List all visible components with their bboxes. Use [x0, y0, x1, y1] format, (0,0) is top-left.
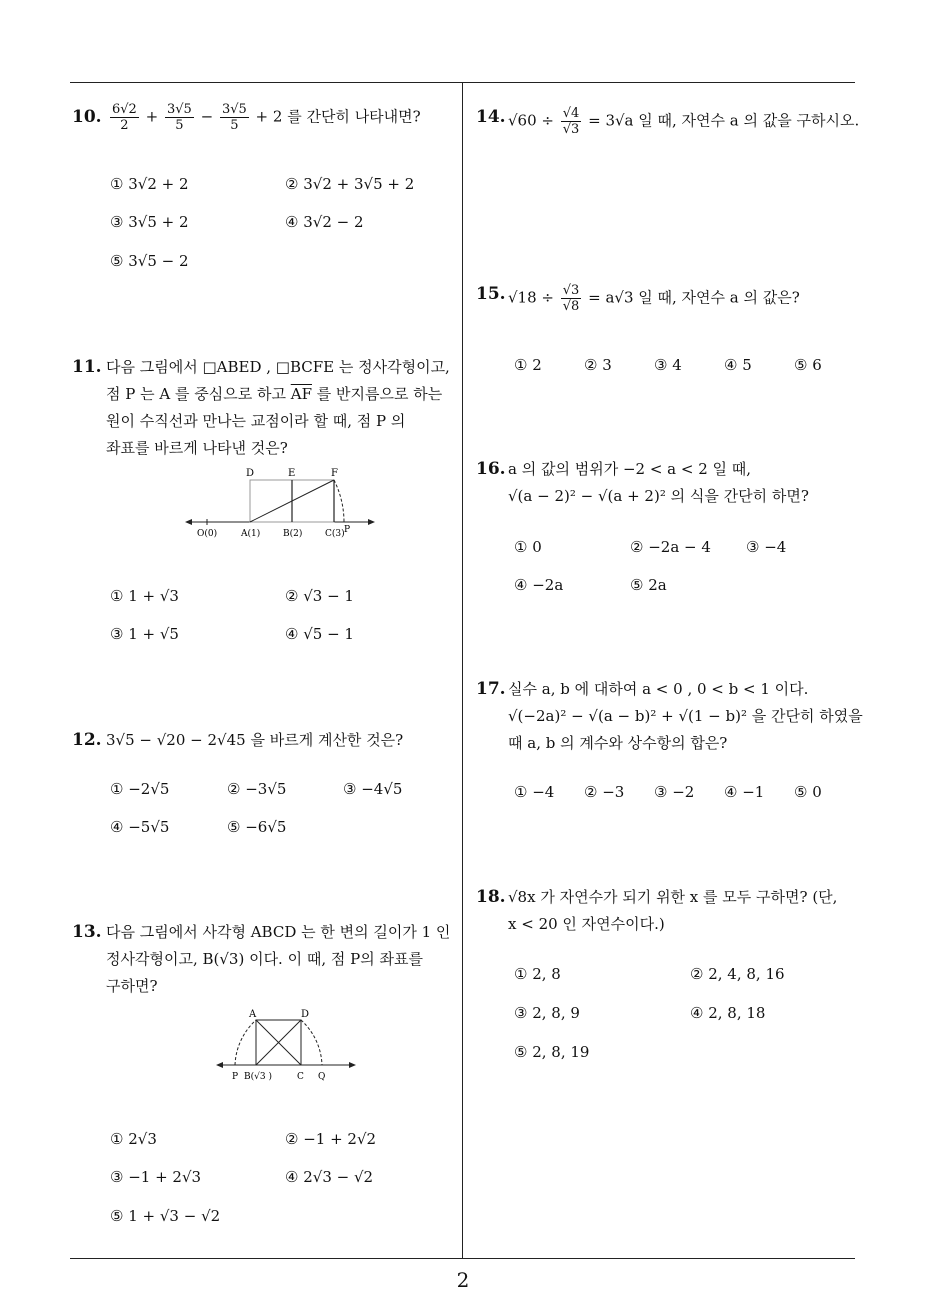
fraction-1: $\frac{6√2}{2}$	[112, 102, 137, 133]
question-stem: 다음 그림에서 사각형 ABCD 는 한 변의 길이가 1 인 정사각형이고, B(√3) 이다. 이 때, 점 P의 좌표를 구하면?	[106, 923, 451, 995]
label-o: O(0)	[197, 529, 218, 539]
question-text: + 2 를 간단히 나타내면?	[255, 107, 421, 126]
option-2[interactable]: ② 3√2 + 3√5 + 2	[285, 175, 415, 193]
question-text: = 3√a 일 때, 자연수 a 의 값을 구하시오.	[588, 111, 860, 130]
label-p: P	[344, 525, 351, 535]
option-2[interactable]: ② −3√5	[227, 780, 287, 798]
label-d: D	[246, 468, 255, 479]
option-5[interactable]: ⑤ 2a	[630, 576, 667, 594]
option-2[interactable]: ② √3 − 1	[285, 587, 354, 605]
label-f: F	[331, 468, 338, 479]
label-e: E	[288, 468, 296, 479]
option-3[interactable]: ③ 1 + √5	[110, 625, 179, 643]
label-b: B(√3 )	[244, 1072, 272, 1082]
question-stem: √60 ÷ $\frac{√4}{√3}$ = 3√a 일 때, 자연수 a 의 값을 구하시오.	[508, 106, 860, 137]
fraction: $\frac{√4}{√3}$	[562, 106, 580, 137]
question-text: = a√3 일 때, 자연수 a 의 값은?	[588, 288, 800, 307]
option-2[interactable]: ② −1 + 2√2	[285, 1130, 377, 1148]
question-number: 14.	[476, 107, 506, 127]
question-number: 12.	[72, 730, 102, 750]
figure-number-line-squares	[185, 462, 385, 542]
option-1[interactable]: ① −2√5	[110, 780, 170, 798]
option-5[interactable]: ⑤ 0	[794, 783, 822, 801]
option-3[interactable]: ③ 4	[654, 356, 682, 374]
label-d: D	[301, 1009, 310, 1020]
option-5[interactable]: ⑤ 3√5 − 2	[110, 252, 189, 270]
option-3[interactable]: ③ 3√5 + 2	[110, 213, 189, 231]
option-4[interactable]: ④ −1	[724, 783, 765, 801]
option-1[interactable]: ① 0	[514, 538, 542, 556]
question-number: 16.	[476, 459, 506, 479]
fraction-2: $\frac{3√5}{5}$	[166, 102, 192, 133]
question-number: 17.	[476, 679, 506, 699]
option-5[interactable]: ⑤ 6	[794, 356, 822, 374]
question-stem: 다음 그림에서 □ABED , □BCFE 는 정사각형이고, 점 P 는 A 를 중심으로 하고 $\overline{AF}$ 를 반지름으로 하는 원이 수직선과 만나는 교점이라 할 때, 점 P 의 좌표를 바르게 나타낸 것은?	[106, 358, 450, 457]
option-4[interactable]: ④ −5√5	[110, 818, 170, 836]
option-2[interactable]: ② −3	[584, 783, 625, 801]
option-3[interactable]: ③ −2	[654, 783, 695, 801]
option-3[interactable]: ③ −4√5	[343, 780, 403, 798]
label-c: C	[297, 1072, 304, 1082]
option-1[interactable]: ① −4	[514, 783, 555, 801]
option-1[interactable]: ① 3√2 + 2	[110, 175, 189, 193]
question-stem: $\frac{6√2}{2}$ + $\frac{3√5}{5}$ − $\frac{3√5}{5}$ + 2 를 간단히 나타내면?	[112, 102, 421, 133]
option-1[interactable]: ① 2√3	[110, 1130, 157, 1148]
question-stem: a 의 값의 범위가 −2 < a < 2 일 때, √(a − 2)² − √(a + 2)² 의 식을 간단히 하면?	[508, 460, 809, 505]
column-divider	[462, 83, 463, 1258]
question-text: 3√5 − √20 − 2√45 을 바르게 계산한 것은?	[106, 731, 404, 749]
label-q: Q	[318, 1072, 326, 1082]
question-stem: √8x 가 자연수가 되기 위한 x 를 모두 구하면? (단, x < 20 인 자연수이다.)	[508, 888, 838, 933]
option-1[interactable]: ① 2	[514, 356, 542, 374]
label-b: B(2)	[283, 529, 303, 539]
option-4[interactable]: ④ √5 − 1	[285, 625, 354, 643]
option-3[interactable]: ③ −4	[746, 538, 787, 556]
option-3[interactable]: ③ −1 + 2√3	[110, 1168, 202, 1186]
label-c: C(3)	[325, 529, 345, 539]
question-stem: √18 ÷ $\frac{√3}{√8}$ = a√3 일 때, 자연수 a 의 값은?	[508, 283, 800, 314]
label-a: A(1)	[241, 529, 261, 539]
option-5[interactable]: ⑤ 1 + √3 − √2	[110, 1207, 221, 1225]
option-2[interactable]: ② −2a − 4	[630, 538, 711, 556]
question-number: 10.	[72, 107, 102, 127]
page-number: 2	[456, 1268, 470, 1292]
question-number: 18.	[476, 887, 506, 907]
label-p: P	[232, 1072, 239, 1082]
question-number: 11.	[72, 357, 102, 377]
label-a: A	[249, 1009, 257, 1020]
option-4[interactable]: ④ 5	[724, 356, 752, 374]
option-2[interactable]: ② 3	[584, 356, 612, 374]
question-number: 13.	[72, 922, 102, 942]
question-number: 15.	[476, 284, 506, 304]
option-1[interactable]: ① 1 + √3	[110, 587, 179, 605]
figure-square-number-line	[216, 1005, 356, 1085]
fraction-3: $\frac{3√5}{5}$	[221, 102, 247, 133]
option-4[interactable]: ④ 3√2 − 2	[285, 213, 364, 231]
segment-af: $\overline{AF}$	[290, 385, 312, 403]
option-4[interactable]: ④ 2, 8, 18	[690, 1004, 766, 1022]
option-1[interactable]: ① 2, 8	[514, 965, 561, 983]
option-2[interactable]: ② 2, 4, 8, 16	[690, 965, 785, 983]
fraction: $\frac{√3}{√8}$	[562, 283, 580, 314]
bottom-rule	[70, 1258, 855, 1259]
option-4[interactable]: ④ 2√3 − √2	[285, 1168, 374, 1186]
question-stem: 실수 a, b 에 대하여 a < 0 , 0 < b < 1 이다. √(−2a)² − √(a − b)² + √(1 − b)² 을 간단히 하였을 때 a, b 의 계수와 상수항의 합은?	[508, 680, 863, 752]
option-3[interactable]: ③ 2, 8, 9	[514, 1004, 580, 1022]
option-4[interactable]: ④ −2a	[514, 576, 564, 594]
option-5[interactable]: ⑤ −6√5	[227, 818, 287, 836]
option-5[interactable]: ⑤ 2, 8, 19	[514, 1043, 590, 1061]
